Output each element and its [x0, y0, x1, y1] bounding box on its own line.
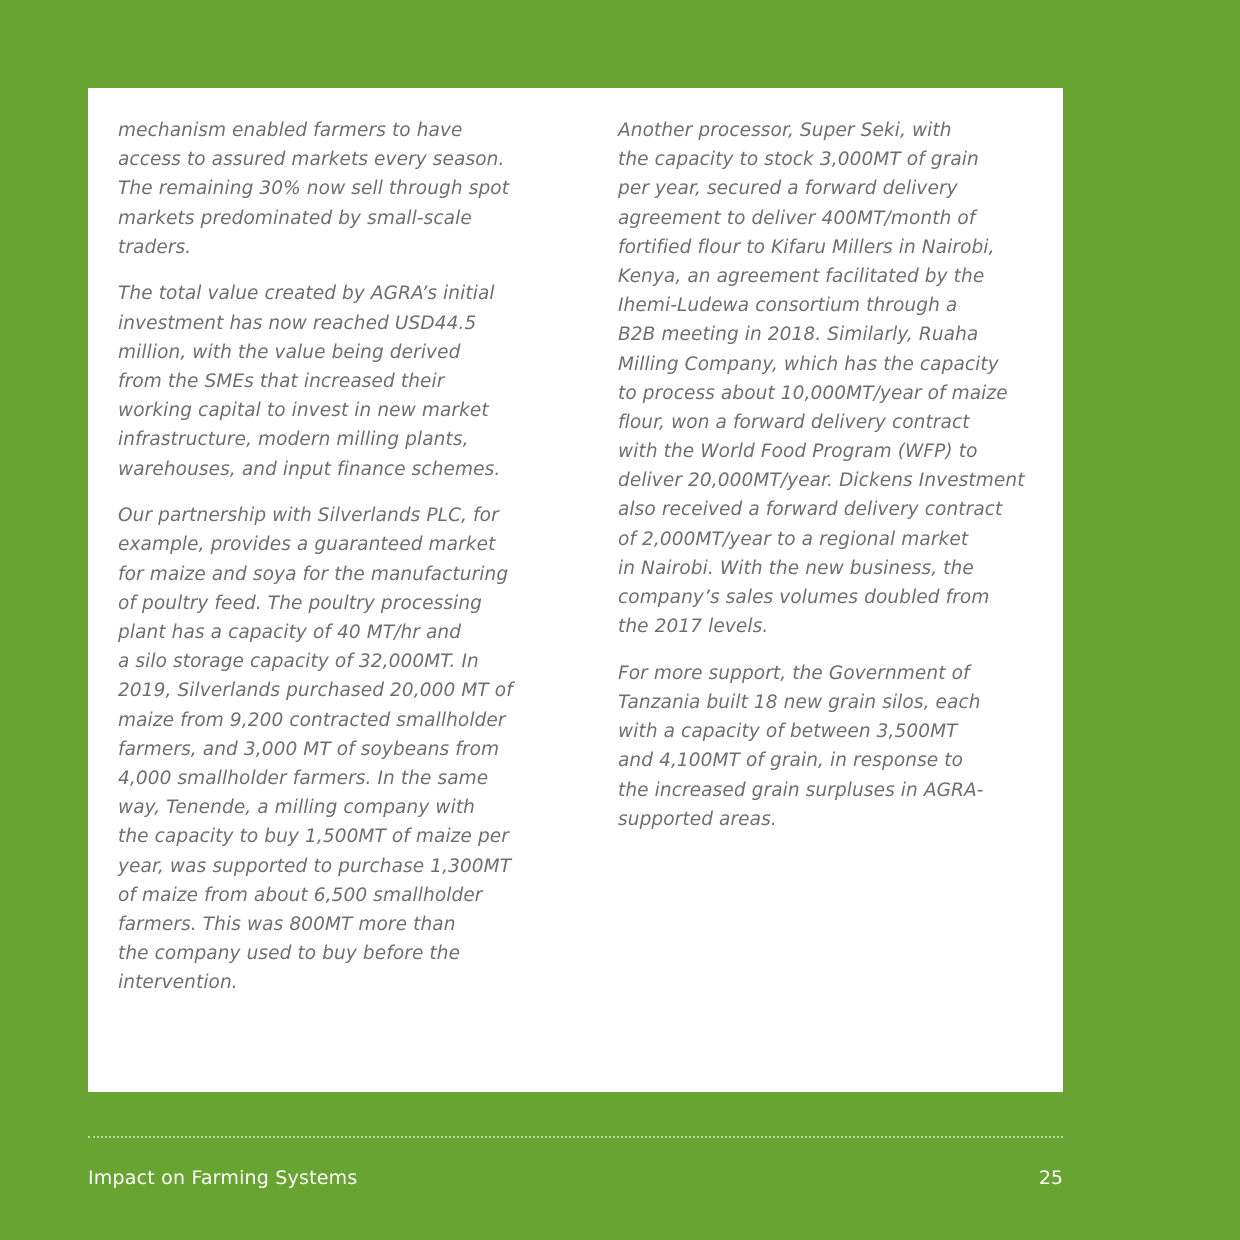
text-line: year, was supported to purchase 1,300MT — [118, 855, 512, 877]
paragraph — [618, 659, 1038, 834]
text-line: 4,000 smallholder farmers. In the same — [118, 767, 489, 789]
text-line: and 4,100MT of grain, in response to — [618, 750, 964, 772]
text-line: of poultry feed. The poultry processing — [118, 592, 483, 614]
text-line: deliver 20,000MT/year. Dickens Investment — [618, 470, 1025, 492]
footer-section-title: Impact on Farming Systems — [88, 1167, 358, 1189]
text-line: from the SMEs that increased their — [118, 371, 445, 392]
text-line: the capacity to buy 1,500MT of maize per — [118, 826, 509, 848]
text-line: in Nairobi. With the new business, the — [618, 557, 974, 579]
text-line: access to assured markets every season. — [118, 149, 505, 171]
text-line: the company used to buy before the — [118, 943, 461, 965]
text-line: farmers. This was 800MT more than — [118, 913, 456, 935]
text-line: also received a forward delivery contract — [618, 499, 1003, 521]
paragraph — [118, 501, 533, 997]
text-line: Milling Company, which has the capacity — [618, 353, 999, 375]
text-line: 2019, Silverlands purchased 20,000 MT of — [118, 680, 513, 702]
text-line: plant has a capacity of 40 MT/hr and — [118, 622, 462, 643]
text-line: million, with the value being derived — [118, 341, 461, 363]
text-line: Another processor, Super Seki, with — [618, 120, 952, 141]
paragraph — [118, 116, 533, 262]
text-line: way, Tenende, a milling company with — [118, 797, 475, 819]
page-number: 25 — [1038, 1167, 1063, 1189]
footer-dotted-divider — [88, 1136, 1063, 1138]
text-line: maize from 9,200 contracted smallholder — [118, 709, 506, 731]
text-line: company’s sales volumes doubled from — [618, 587, 990, 608]
text-line: infrastructure, modern milling plants, — [118, 429, 469, 451]
text-line: intervention. — [118, 972, 238, 994]
text-line: with a capacity of between 3,500MT — [618, 721, 958, 743]
text-line: For more support, the Government of — [618, 662, 970, 684]
text-line: the 2017 levels. — [618, 616, 769, 638]
text-line: Kenya, an agreement facilitated by the — [618, 265, 985, 287]
text-line: to process about 10,000MT/year of maize — [618, 382, 1008, 404]
text-line: Tanzania built 18 new grain silos, each — [618, 692, 981, 714]
left-text-column — [118, 116, 533, 1015]
text-line: working capital to invest in new market — [118, 400, 489, 422]
text-line: The remaining 30% now sell through spot — [118, 178, 510, 200]
text-line: fortified flour to Kifaru Millers in Nairobi, — [618, 236, 995, 258]
text-line: per year, secured a forward delivery — [618, 178, 958, 200]
paragraph — [118, 279, 533, 483]
text-line: supported areas. — [618, 808, 777, 830]
text-line: B2B meeting in 2018. Similarly, Ruaha — [618, 324, 979, 346]
text-line: of 2,000MT/year to a regional market — [618, 528, 969, 550]
text-line: agreement to deliver 400MT/month of — [618, 207, 976, 229]
text-line: farmers, and 3,000 MT of soybeans from — [118, 738, 500, 760]
right-text-column — [618, 116, 1038, 852]
text-line: The total value created by AGRA’s initial — [118, 283, 495, 305]
text-line: investment has now reached USD44.5 — [118, 312, 477, 334]
text-line: the capacity to stock 3,000MT of grain — [618, 149, 979, 171]
text-line: markets predominated by small-scale — [118, 207, 472, 229]
text-line: of maize from about 6,500 smallholder — [118, 884, 483, 906]
text-line: a silo storage capacity of 32,000MT. In — [118, 651, 479, 673]
text-line: flour, won a forward delivery contract — [618, 411, 970, 433]
text-line: for maize and soya for the manufacturing — [118, 563, 509, 585]
text-line: Our partnership with Silverlands PLC, for — [118, 505, 499, 527]
text-line: example, provides a guaranteed market — [118, 534, 496, 556]
text-line: the increased grain surpluses in AGRA- — [618, 779, 984, 801]
text-line: Ihemi-Ludewa consortium through a — [618, 295, 958, 317]
text-line: mechanism enabled farmers to have — [118, 120, 463, 141]
text-line: with the World Food Program (WFP) to — [618, 441, 978, 463]
text-line: traders. — [118, 236, 192, 258]
text-line: warehouses, and input finance schemes. — [118, 458, 501, 480]
paragraph — [618, 116, 1038, 641]
